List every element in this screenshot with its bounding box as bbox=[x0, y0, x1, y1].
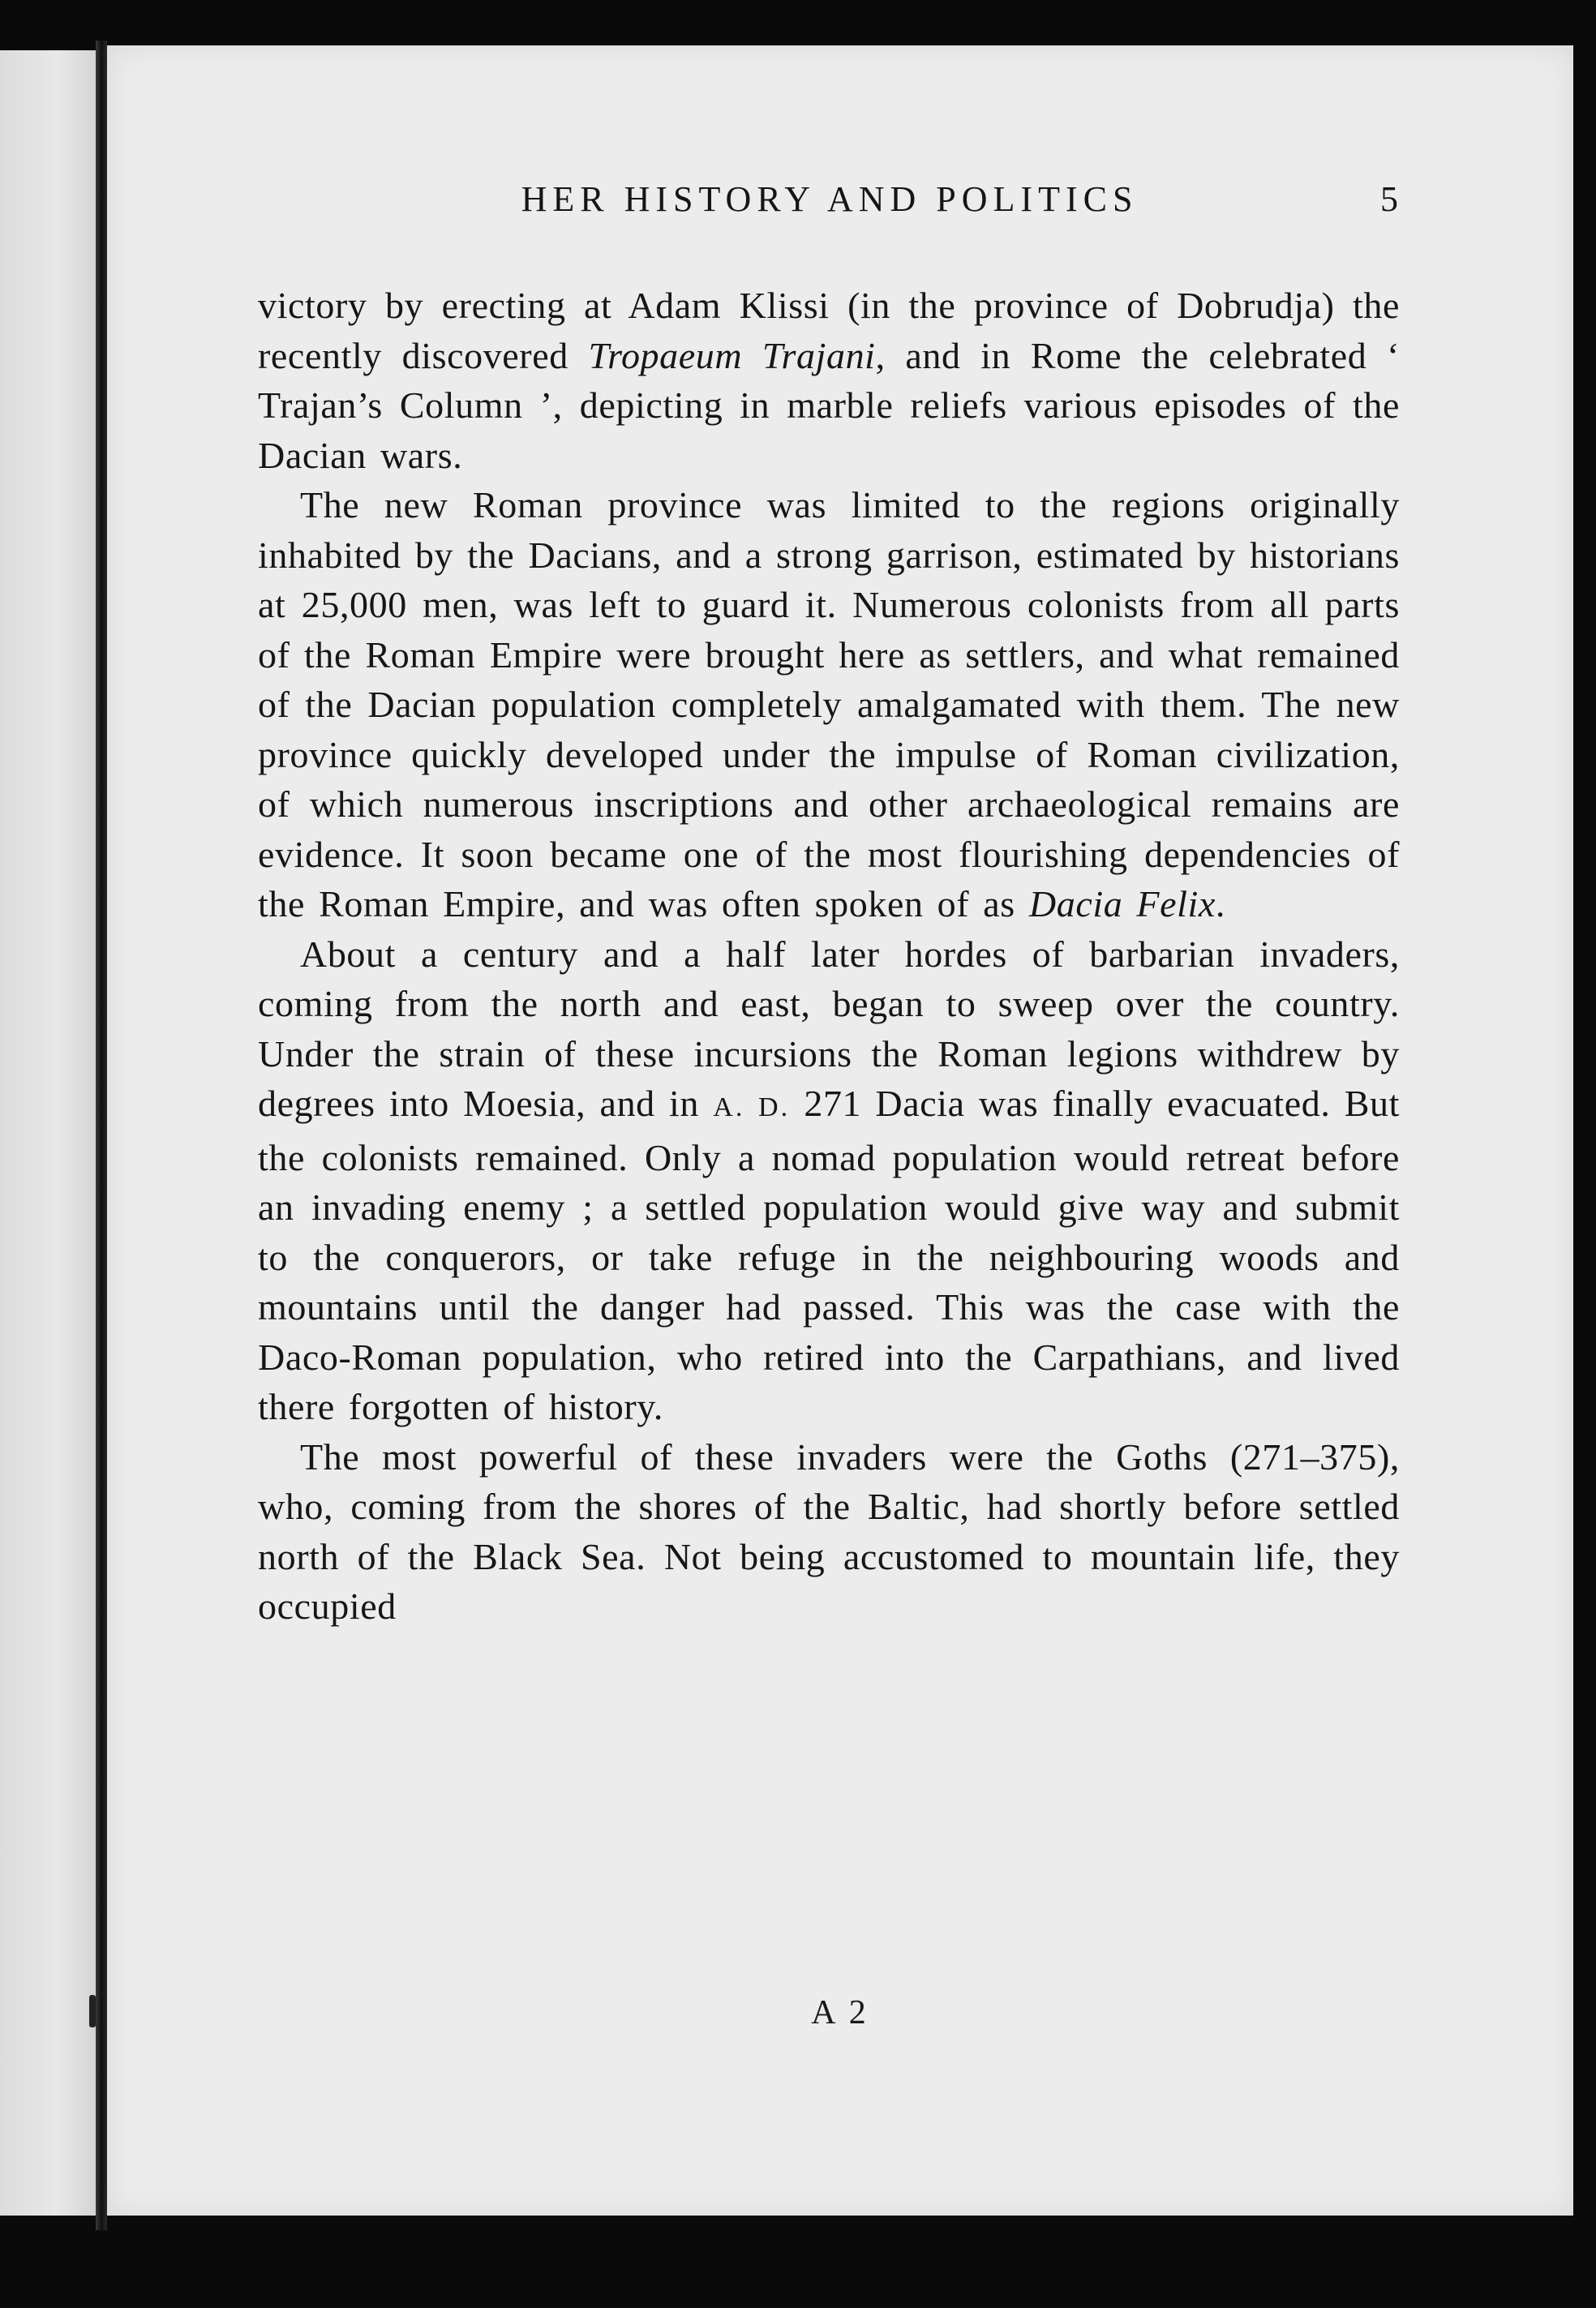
paragraph-2-text-b: . bbox=[1215, 883, 1226, 924]
paragraph-3-smallcaps: A. D. bbox=[713, 1092, 791, 1122]
running-title: HER HISTORY AND POLITICS bbox=[521, 179, 1139, 219]
paragraph-1-text-b: , and in Rome the celebrated ‘ Trajan’s Column ’, depicting in marble reliefs various episodes of the Dacian wars. bbox=[258, 334, 1400, 476]
paragraph-1-text-a: victory by erecting at Adam Klissi (in the province of Dobrudja) the recently discovered bbox=[258, 285, 1400, 376]
paragraph-1-italic: Tropaeum Trajani bbox=[588, 334, 876, 376]
signature-mark: A 2 bbox=[811, 1994, 869, 2031]
paragraph-2 bbox=[258, 480, 1400, 929]
paragraph-3-text-a: About a century and a half later hordes of barbarian invaders, coming from the north and east, began to sweep over the country. Under the strain of these incursions the Roman legions withdrew by degrees into Moesia, and in bbox=[258, 933, 1400, 1124]
body-text bbox=[258, 281, 1400, 1632]
book-page bbox=[107, 45, 1573, 2216]
paragraph-1 bbox=[258, 281, 1400, 480]
running-head bbox=[261, 167, 1398, 232]
book-gutter bbox=[96, 41, 107, 2230]
paragraph-2-italic: Dacia Felix bbox=[1028, 883, 1216, 924]
gutter-mark bbox=[89, 1995, 96, 2027]
paragraph-3-text-b: 271 Dacia was finally evacuated. But the colonists remained. Only a nomad population would retreat before an invading enemy ; a settled population would give way and submit to the conquerors, or take refuge in the neighbouring woods and mountains until the danger had passed. This was the case with the Daco-Roman population, who retired into the Carpathians, and lived there forgotten of history. bbox=[258, 1083, 1400, 1427]
paragraph-3 bbox=[258, 929, 1400, 1432]
page-number: 5 bbox=[1380, 179, 1398, 219]
paragraph-4 bbox=[258, 1432, 1400, 1632]
paragraph-2-text-a: The new Roman province was limited to the regions originally inhabited by the Dacians, and a strong garrison, estimated by historians at 25,000 men, was left to guard it. Numerous colonists from all parts of the Roman Empire were brought here as settlers, and what remained of the Dacian population completely amalgamated with them. The new province quickly developed under the impulse of Roman civilization, of which numerous inscriptions and other archaeological remains are evidence. It soon became one of the most flourishing dependencies of the Roman Empire, and was often spoken of as bbox=[258, 484, 1400, 924]
paragraph-4-text: The most powerful of these invaders were the Goths (271–375), who, coming from the shores of the Baltic, had shortly before settled north of the Black Sea. Not being accustomed to mountain life, they occupied bbox=[258, 1435, 1400, 1627]
facing-page-edge bbox=[0, 50, 96, 2216]
